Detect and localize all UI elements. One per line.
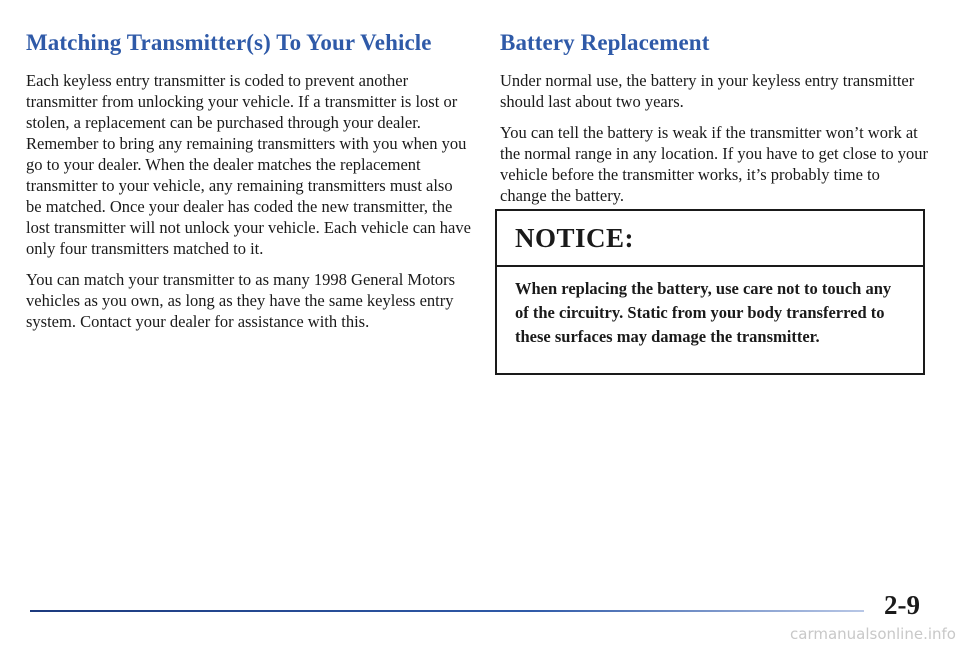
notice-body: When replacing the battery, use care not to touch any of the circuitry. Static from your body transferred to these surfaces may damage the transmitter. <box>515 279 892 346</box>
paragraph-matching-2: You can match your transmitter to as many 1998 General Motors vehicles as you own, as long as they have the same keyless entry system. Contact your dealer for assistance with this. <box>26 270 456 331</box>
paragraph-matching-1: Each keyless entry transmitter is coded to prevent another transmitter from unlocking your vehicle. If a transmitter is lost or stolen, a replacement can be purchased through your dealer. Remember to bring any remaining transmitters with you when you go to your dealer. When the dealer matches the replacement transmitter to your vehicle, any remaining transmitters must also be matched. Once your dealer has coded the new transmitter, the lost transmitter will not unlock your vehicle. Each vehicle can have only four transmitters matched to it. <box>26 71 471 258</box>
left-column <box>26 28 478 342</box>
section-title-matching-transmitters: Matching Transmitter(s) To Your Vehicle <box>26 30 432 55</box>
paragraph-battery-2: You can tell the battery is weak if the transmitter won’t work at the normal range in any location. If you have to get close to your vehicle before the transmitter works, it’s probably time to change the battery. <box>500 123 928 205</box>
footer-rule <box>30 610 864 612</box>
section-title-battery-replacement: Battery Replacement <box>500 30 710 55</box>
notice-box <box>495 209 925 375</box>
watermark: carmanualsonline.info <box>790 625 956 643</box>
notice-heading: NOTICE: <box>497 211 923 267</box>
page-number: 2-9 <box>884 590 920 620</box>
right-column <box>500 28 930 216</box>
paragraph-battery-1: Under normal use, the battery in your keyless entry transmitter should last about two years. <box>500 71 915 111</box>
